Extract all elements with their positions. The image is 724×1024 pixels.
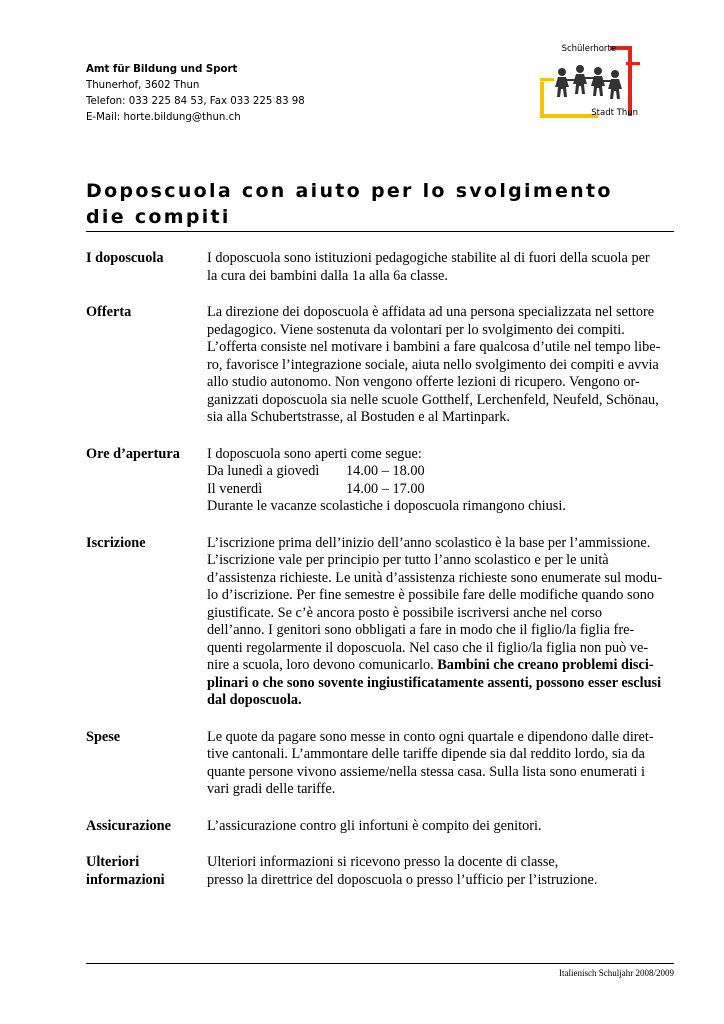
text-line: pedagogico. Viene sostenuta da volontari per lo svolgimento dei compiti. — [207, 321, 625, 338]
org-email: E-Mail: horte.bildung@thun.ch — [86, 112, 241, 123]
hours-time: 14.00 – 17.00 — [346, 480, 425, 497]
section-iscrizione — [86, 535, 676, 710]
footer-divider — [86, 963, 674, 964]
text-line — [207, 692, 676, 710]
section-offerta — [86, 304, 676, 427]
section-text — [207, 818, 676, 836]
section-text — [207, 250, 676, 285]
title-divider — [86, 231, 674, 232]
logo-text-top: Schülerhorte — [561, 44, 616, 54]
document-body — [86, 250, 676, 908]
section-doposcuola — [86, 250, 676, 285]
text-line: sia alla Schubertstrasse, al Bostuden e al Martinpark. — [207, 409, 510, 425]
text-line: I doposcuola sono aperti come segue: — [207, 445, 422, 462]
section-label: Spese — [86, 728, 121, 745]
section-text — [207, 446, 676, 516]
footer-text: Italienisch Schuljahr 2008/2009 — [559, 968, 674, 978]
text-line — [207, 657, 676, 675]
org-name: Amt für Bildung und Sport — [86, 64, 238, 75]
section-label: I doposcuola — [86, 250, 164, 266]
section-label: Assicurazione — [86, 817, 171, 834]
label-line: Ulteriori — [86, 854, 140, 870]
text-line: ro, favorisce l’integrazione sociale, aiuta nello svolgimento dei compiti e avvia — [207, 356, 659, 373]
page-title: Doposcuola con aiuto per lo svolgimento die compiti — [86, 180, 613, 228]
section-label: Iscrizione — [86, 534, 146, 551]
bold-text: dal doposcuola. — [207, 692, 302, 708]
section-label: Ore d’apertura — [86, 445, 180, 462]
section-text — [207, 729, 676, 799]
text-line — [207, 675, 676, 693]
text-line: dell’anno. I genitori sono obbligati a fare in modo che il figlio/la figlia fre- — [207, 622, 635, 638]
section-label — [86, 854, 207, 889]
text-line: lo d’iscrizione. Per fine semestre è possibile fare delle modifiche quando sono — [207, 587, 655, 603]
hours-row — [207, 481, 676, 499]
org-phone: Telefon: 033 225 84 53, Fax 033 225 83 98 — [86, 96, 305, 107]
text-line: I doposcuola sono istituzioni pedagogiche stabilite al di fuori della scuola per — [207, 250, 650, 266]
text-line: L’iscrizione prima dell’inizio dell’anno scolastico è la base per l’ammissione. — [207, 534, 651, 551]
text-line: quante persone vivono assieme/nella stessa casa. Sulla lista sono enumerati i — [207, 763, 645, 780]
schuelerhorte-logo — [538, 44, 646, 122]
text-line: tive cantonali. L’ammontare delle tariffe dipende sia dal reddito lordo, sia da — [207, 746, 645, 762]
section-label: Offerta — [86, 304, 132, 320]
section-ulteriori-informazioni — [86, 854, 676, 889]
text-line: ganizzati doposcuola sia nelle scuole Gotthelf, Lerchenfeld, Neufeld, Schönau, — [207, 391, 659, 408]
text-line: Durante le vacanze scolastiche i doposcuola rimangono chiusi. — [207, 498, 566, 514]
text-line: L’offerta consiste nel motivare i bambini a fare qualcosa d’utile nel tempo libe- — [207, 339, 661, 355]
hours-row — [207, 463, 676, 481]
hours-time: 14.00 – 18.00 — [346, 463, 425, 479]
text-line: presso la direttrice del doposcuola o presso l’ufficio per l’istruzione. — [207, 871, 598, 888]
bold-text: Bambini che creano problemi disci- — [437, 657, 654, 673]
text-line: L’assicurazione contro gli infortuni è compito dei genitori. — [207, 817, 542, 834]
text-line: La direzione dei doposcuola è affidata ad una persona specializzata nel settore — [207, 304, 655, 320]
text-line: giustificate. Se c’è ancora posto è possibile iscriversi anche nel corso — [207, 604, 603, 621]
text-line: d’assistenza richieste. Le unità d’assistenza richieste sono enumerate sul modu- — [207, 569, 662, 586]
text-line: vari gradi delle tariffe. — [207, 781, 336, 797]
section-assicurazione — [86, 818, 676, 836]
hours-day: Il venerdì — [207, 480, 263, 497]
org-address: Thunerhof, 3602 Thun — [86, 80, 200, 91]
text-line: quenti regolarmente il doposcuola. Nel caso che il figlio/la figlia non può ve- — [207, 639, 649, 656]
text-line: la cura dei bambini dalla 1a alla 6a classe. — [207, 267, 448, 284]
text-fragment: nire a scuola, loro devono comunicarlo. — [207, 657, 438, 673]
section-ore-apertura — [86, 446, 676, 516]
label-line: informazioni — [86, 871, 165, 888]
text-line: allo studio autonomo. Non vengono offerte lezioni di ricupero. Vengono or- — [207, 374, 640, 390]
section-text — [207, 304, 676, 427]
bold-text: plinari o che sono sovente ingiustificatamente assenti, possono esser esclusi — [207, 674, 662, 691]
section-text — [207, 535, 676, 710]
text-line: Le quote da pagare sono messe in conto ogni quartale e dipendono dalle diret- — [207, 728, 654, 745]
letterhead — [86, 62, 305, 126]
section-text — [207, 854, 676, 889]
logo-text-bottom: Stadt Thun — [591, 108, 638, 118]
section-spese — [86, 729, 676, 799]
text-line: Ulteriori informazioni si ricevono presso la docente di classe, — [207, 854, 559, 870]
text-line: L’iscrizione vale per principio per tutto l’anno scolastico e per le unità — [207, 552, 609, 568]
hours-day: Da lunedì a giovedì — [207, 463, 320, 479]
